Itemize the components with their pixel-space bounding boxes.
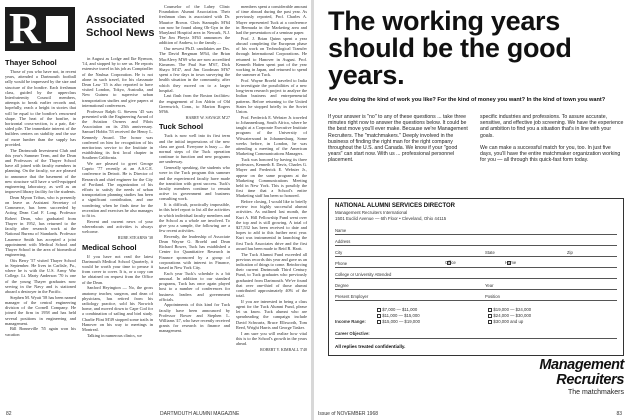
article-column-3 <box>159 4 230 406</box>
logo-tagline: The matchmakers <box>567 389 624 396</box>
paragraph: I am sure you will realize how vital this is to the School's growth in the years ahead. <box>236 330 307 346</box>
page-number-right: 83 <box>616 411 622 417</box>
tuck-school-heading: Tuck School <box>159 122 204 132</box>
paragraph: Professor Ralph G. Stevens '45 was presented with the Engineering Award of the Aviation Owners and Pilots Association on its 25th anniversary. Samuel Hobbs '53 received the Henry L. Kennedy Award. The honor was conferred on him for recognition of his meritorious service to the Institute in establishing its first local chapter in Southern California. <box>82 108 153 161</box>
career-label: Career Objective: <box>335 331 370 336</box>
zip-label: Zip <box>567 250 573 255</box>
college-field[interactable] <box>335 271 617 279</box>
paragraph: Appointments of this kind for Tuck faculty have been announced by Professor Bower and Stephen L. Williams '47, who have recently received grants for research in finance and management. <box>159 302 230 334</box>
income-checkbox[interactable] <box>488 320 492 324</box>
paragraph: Dean Myron Tribus, who is presently on leave as Assistant Secretary of Commerce, has been succeeded by Acting Dean Carl F. Long. Professor Robert Dean, who graduated from Thayer in 1952, has returned to the faculty after research work at the National Bureau of Standards. Professor Laurence Smith has accepted a joint appointment with Medical School and Thayer School in the area of biomedical engineering. <box>5 194 76 258</box>
paragraph: Bill Bonneville '55 again won his vacation <box>5 326 76 337</box>
paragraph: Last flash from the Boston facilities: the engagement of Jon Aldrin of Old Greenwich, Conn., to Marion Rogers M'66. <box>159 93 230 115</box>
left-page <box>0 0 311 420</box>
income-option: $24,000 — $30,000 <box>493 313 532 318</box>
city-label: City <box>335 250 343 255</box>
paragraph: Tuck is now well into its first term and the initial impressions of the new class are good. Everyone is busy — the normal steps of the Tuck operation continue to function and new programs are underway. <box>159 133 230 165</box>
income-option: $30,000 and up <box>493 319 524 324</box>
employer-field[interactable] <box>335 293 617 301</box>
management-recruiters-logo <box>520 358 624 397</box>
income-checkbox[interactable] <box>377 320 381 324</box>
year-label: Year <box>485 283 494 288</box>
paragraph: We are pleased to greet George Caprio '77 recently at an A.S.C.E. conference in Detroit. He is Director of Research and chief engineer for the City of Portland. The organization of his efforts to satisfy the needs of urban transportation planning studies has been a significant contribution, and one wondering when he finds time for the recreation and exercises he also manages to fit in. <box>82 161 153 219</box>
phone-label: Phone <box>335 261 348 266</box>
income-checkbox[interactable] <box>488 314 492 318</box>
name-label: Name <box>335 228 347 233</box>
income-option: $19,000 — $24,000 <box>493 307 532 312</box>
income-option: $7,000 — $11,000 <box>382 307 418 312</box>
address-field[interactable] <box>335 238 617 246</box>
paragraph: The Dartmouth Investment Club and this year's Summer Term, and the Dean and Professors of the Thayer School have all joined with faculty members in planning. On the faculty, we are pleased to announce that the basement of the new structure will have a well-equipped engineering laboratory, as well as an improved library facility for the students. <box>5 147 76 195</box>
article-column-2 <box>82 56 153 406</box>
paragraph: Counselor of the Lahey Clinic Foundation Alumni Association. Their freshman class is associated with Dr. Maurice Brown. Chris Stamaplis M'64 can now be found along Oh-Gyn in the Maryland Hospital area in Newark, N.J. The Jim Pheyiz M'63 announces the addition of Andrew, to the family ... <box>159 4 230 46</box>
income-range <box>335 307 596 325</box>
income-checkbox[interactable] <box>377 314 381 318</box>
paragraph: Those of you who have not, in recent years, attended a Dartmouth football rally would be impressed by the size and structure of the bonfire. Each freshman class, guided by the upperclass Interfraternity Council members, attempts to break earlier records and, hopefully, reach a height in stories that will be equal to the bonfire's renowned shape. The heat of the bonfire, in horizontal cross-section, is a pair, flat-sided pile. The immediate interest of the builders centers on stability and the use of more lumber than the supply has provided. <box>5 69 76 147</box>
career-objective-field[interactable] <box>335 331 617 339</box>
position-label: Position <box>485 294 500 299</box>
paragraph: If you have not read the latest Dartmouth Medical School Quarterly, it would be worth your time to peruse it from cover to cover. It is, or a copy can be obtained on request from the Office of the Dean. <box>82 253 153 285</box>
paragraph: It is difficult, practically impossible, in this brief report to list all the activities in which individual faculty members and the School as a whole are involved. To give you a sample, the following are a few recent activities. <box>159 202 230 234</box>
paragraph: Prof. Frederick E. Webster Jr. traveled to Johannesburg, South Africa, where he taught at a Corporate Executive Institute program of the University of Witwatersrand in Johannesburg. Some weeks before, in London, he was attending a meeting of the American Marketing Communications Managers. <box>236 114 307 157</box>
address-label: Address <box>335 239 351 244</box>
name-field[interactable] <box>335 227 617 235</box>
state-label: State <box>485 250 495 255</box>
running-footer-left: DARTMOUTH ALUMNI MAGAZINE <box>160 411 240 417</box>
home-label: Home <box>505 260 517 265</box>
city-state-zip-field[interactable] <box>335 249 617 257</box>
article-column-4 <box>236 4 307 406</box>
paragraph: Before closing, I would like to briefly review two highly successful alumni activities. As outlined last month, the Kurt A. Hill Fellowship Fund went over the top and is still growing. A total of $27,532 has been received to date and hopes to add to this further next year. Kurt was instrumental in launching the first Tuck Associates drive and the first award has been made to Reid R. Hartt. <box>236 199 307 251</box>
paragraph: Sanford Heyington — No, the gross anatomy teacher, surgeon, and dean of physicians, has retired from his radiology practice, sold his Norwich home, and moved down to Cape Cod for a combination of sailing and bird study. Charlie Flint M'49 stopped some trails in Hanover on his way to meetings in Montreal. <box>82 285 153 332</box>
paragraph: The Tuck Alumni Fund exceeded all previous records this year and gave us an indication of things to come. Reinforcing their current Dartmouth Third Century Fund, to Tuck graduates who previously graduated from Dartmouth. We've found that over one-third of those alumni contributed approximately 40% of the total. <box>236 251 307 299</box>
paragraph: Each year Tuck's schedule is a bit unusual. In addition to our standard programs, Tuck has once again played host to a number of conferences for business leaders and government officials. <box>159 270 230 302</box>
office-label: Office <box>445 260 456 265</box>
coupon-title: NATIONAL ALUMNI SERVICES DIRECTOR <box>335 203 456 209</box>
coupon-address: 1501 Euclid Avenue — 6th Floor • Cleveland, Ohio 44115 <box>335 216 447 221</box>
ad-subhead: Are you doing the kind of work you like? For the kind of money you want? In the kind of town you want? <box>328 97 606 103</box>
logo-line-2: Recruiters <box>556 372 624 388</box>
thayer-school-heading: Thayer School <box>5 58 57 67</box>
page-number-left: 82 <box>6 411 12 417</box>
degree-label: Degree <box>335 283 349 288</box>
paragraph: members spent a considerable amount of time abroad during the past year. As previously reported, Prof. Charles A. Mayer represented Tuck at a conference in Bermuda in the Marketing area and had the presentation of a seminar paper. <box>236 4 307 36</box>
medical-school-heading: Medical School <box>82 242 137 252</box>
paragraph: If you are interested in being a class agent for the Tuck Alumni Fund, please let us know. Tuck alumni who are spearheading the campaign include David Schwartz, Bruce Ellsworth, Tom Reed, Wright Harris and George Tasker. <box>236 298 307 330</box>
paragraph: Prof. Wayne Broehl traveled to India to investigate the possibilities of a new long-term research project to analyze the Indian business and entrepreneurial patterns. Before returning to the United States he stopped briefly in the Soviet Union. <box>236 77 307 115</box>
signature: RUBE STEARNS '38 <box>117 235 153 241</box>
paragraph: Stephen M. Wyatt '58 has been named manager of the central engineering division of the Cornell Company. He joined the firm in 1958 and has held several positions in engineering and management. <box>5 294 76 326</box>
income-checkbox[interactable] <box>377 308 381 312</box>
paragraph: Recent and current news of your whereabouts and activities is always welcome. <box>82 218 153 235</box>
ad-headline: The working years should be the good years. <box>328 6 572 90</box>
paragraph: Talking in numerous clinics, we <box>87 332 142 338</box>
logo-line-1: Management <box>539 357 624 373</box>
phone-field[interactable] <box>335 260 617 268</box>
paragraph: in August as Lodge and Ike Ryrmon, '14, and stopped by to see us. He reports extensive travel in his job as Comptroller of the Nashua Corporation. He is not alone in such travel, for his classmate Dean Law '15 is also reported to have visited London, Tokyo, Australia, and New Guinea to supervise urban transportation studies and give papers at international conferences. <box>82 56 153 108</box>
degree-year-field[interactable] <box>335 282 617 290</box>
signature: HARRY W. SAVAGE M'27 <box>185 115 230 121</box>
confidential-note: All replies treated confidentially. <box>335 344 406 349</box>
employer-label: Present Employer <box>335 294 369 299</box>
article-column-1 <box>5 56 76 406</box>
income-checkbox[interactable] <box>488 308 492 312</box>
income-label: Income Range: <box>335 319 366 324</box>
paragraph: Generally speaking, the students who were in the Tuck program this summer and the experienced faculty have made the transition with great success. Tuck's faculty members continue to remain active in government and business consulting work. <box>159 165 230 202</box>
college-label: College or University Attended <box>335 272 392 277</box>
paragraph: Our newest Ph.D. candidates are Drs. The David Bergman M'64, the Brian MacAlevy M'69 who are now accredited Kinsmen. The Paul Sue M'67, Dick Shayo M'47, and Jim Goodman M'67 spent a few days in town surveying the health situation in the community, after which they moved on to a larger hospital. <box>159 46 230 93</box>
ad-body-column-2: specific industries and professions. To assure accurate, sensitive, and effective job screening. We have the experience and ambition to find you a situation that's in line with your goals. We can make a successful match for you, too. In just five days, you'll have the entire matchmaker organization working for you — all through this quick-fast form today. <box>480 114 624 164</box>
coupon-company: Management Recruiters International <box>335 210 408 215</box>
running-footer-right: Issue of NOVEMBER 1968 <box>318 411 379 417</box>
reply-coupon <box>328 198 624 356</box>
paragraph: Recently, the leadership of Associate Dean Wayne G. Broehl and Dean Richard Bower, Tuck has established a Center for Quantitative Research in Finance sponsored by a group of corporations with interest in Finance, based in New York City. <box>159 233 230 271</box>
ad-body-column-1: If your answer is "no" to any of these questions ... take three minutes right now to answer the questions below. It could be the best move you'll ever make. Because we're Management Recruiters. The "matchmakers." Deeply involved in the business of finding the right man for the right company throughout the U.S. and Canada. We know if your "good years" can start now. With us ... professional personnel placement. <box>328 114 468 164</box>
associated-school-news-logo: R <box>5 7 75 51</box>
paragraph: Tuck was honored by having its three professors, Kenneth E. Davis, Charles G. Mayer and Frederick E. Webster Jr., appear on the same program at the Marketing Communications Meeting held in New York. This is possibly the first time that a School's entire Marketing staff has been so honored. <box>236 156 307 199</box>
income-option: $11,000 — $15,000 <box>382 313 420 318</box>
income-option: $15,000 — $19,000 <box>382 319 420 324</box>
section-title: Associated School News <box>86 14 155 39</box>
paragraph: Otis Berry '57 visited Thayer School in September. He lives in Carlisle, Pa., where he is with the U.S. Army War College. Lt. Marty Anderson '70 is one of the young Thayer graduates now serving in the Navy and is stationed aboard a destroyer in the Pacific. <box>5 257 76 295</box>
signature: ROBERT Y. KIMBALL T'48 <box>260 347 307 353</box>
right-page <box>314 0 628 420</box>
paragraph: Prof. J. Brian Quinn spent a year abroad completing the European phase of his work on Technological Transfer through International Corporations. He returned to Hanover in August. Prof. Kenneth Hatten spent part of the year working in Japan, and returned to spend the summer at Tuck. <box>236 35 307 78</box>
